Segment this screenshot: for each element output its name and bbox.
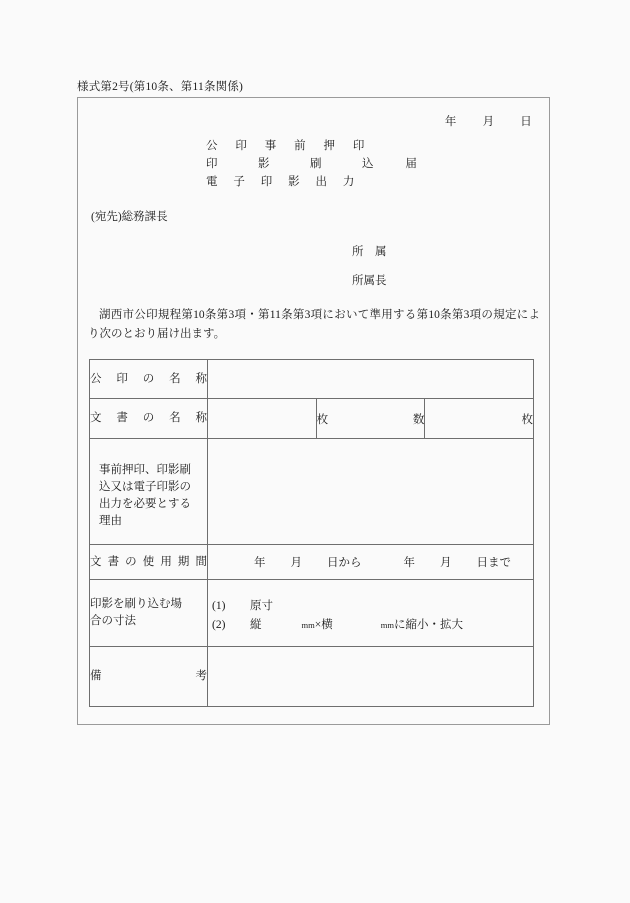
period-input-cell[interactable] bbox=[208, 545, 534, 580]
applicant-fields bbox=[352, 238, 387, 296]
sheet-count-label: 枚 数 bbox=[316, 399, 425, 439]
table-row-remarks bbox=[90, 647, 534, 707]
reason-input-cell[interactable] bbox=[208, 439, 534, 545]
table-row-reason bbox=[90, 439, 534, 545]
form-page-frame bbox=[77, 97, 550, 725]
period-from-day: 日から bbox=[327, 557, 362, 569]
form-title-block bbox=[206, 137, 431, 191]
remarks-label: 備 考 bbox=[90, 647, 208, 707]
date-line bbox=[445, 113, 532, 129]
sheet-count-unit: 枚 bbox=[521, 413, 533, 426]
seal-name-label: 公 印 の 名 称 bbox=[90, 360, 208, 399]
size-label: 印影を刷り込む場 合の寸法 bbox=[90, 580, 208, 647]
period-from-month: 月 bbox=[290, 557, 302, 569]
reason-label: 事前押印、印影刷 込又は電子印影の 出力を必要とする 理由 bbox=[90, 439, 208, 545]
sheet-count-input-cell[interactable] bbox=[425, 399, 534, 439]
size-options-cell[interactable] bbox=[208, 580, 534, 647]
document-name-input-cell[interactable] bbox=[208, 399, 317, 439]
date-month-label: 月 bbox=[482, 116, 495, 128]
title-line-1: 公 印 事 前 押 印 bbox=[206, 140, 372, 152]
table-row-seal-name bbox=[90, 360, 534, 399]
table-row-document-name bbox=[90, 399, 534, 439]
seal-name-input-cell[interactable] bbox=[208, 360, 534, 399]
date-day-label: 日 bbox=[520, 116, 532, 128]
form-number-label: 様式第2号(第10条、第11条関係) bbox=[77, 81, 244, 93]
table-row-period bbox=[90, 545, 534, 580]
period-label: 文 書 の 使 用 期 間 bbox=[90, 545, 208, 580]
affiliation-label: 所 属 bbox=[352, 246, 387, 258]
date-year-label: 年 bbox=[444, 116, 457, 128]
addressee-label: (宛先)総務課長 bbox=[91, 211, 168, 223]
document-name-label: 文 書 の 名 称 bbox=[90, 399, 208, 439]
remarks-input-cell[interactable] bbox=[208, 647, 534, 707]
affiliation-head-label: 所属長 bbox=[352, 275, 387, 287]
title-line-3: 電 子 印 影 出 力 bbox=[206, 176, 361, 188]
title-line-2: 印 影 刷 込 届 bbox=[206, 158, 432, 170]
period-to-day: 日まで bbox=[476, 557, 511, 569]
period-from-year: 年 bbox=[254, 557, 266, 569]
size-option-2[interactable]: (2) 縦 mm×横 mmに縮小・拡大 bbox=[212, 619, 463, 631]
period-to-year: 年 bbox=[403, 557, 415, 569]
period-to-month: 月 bbox=[440, 557, 452, 569]
table-row-size bbox=[90, 580, 534, 647]
body-paragraph-text: 湖西市公印規程第10条第3項・第11条第3項において準用する第10条第3項の規定により次のとおり届け出ます。 bbox=[88, 309, 540, 340]
size-option-1[interactable]: (1) 原寸 bbox=[212, 600, 273, 612]
form-table bbox=[89, 359, 534, 707]
body-paragraph bbox=[88, 306, 540, 344]
